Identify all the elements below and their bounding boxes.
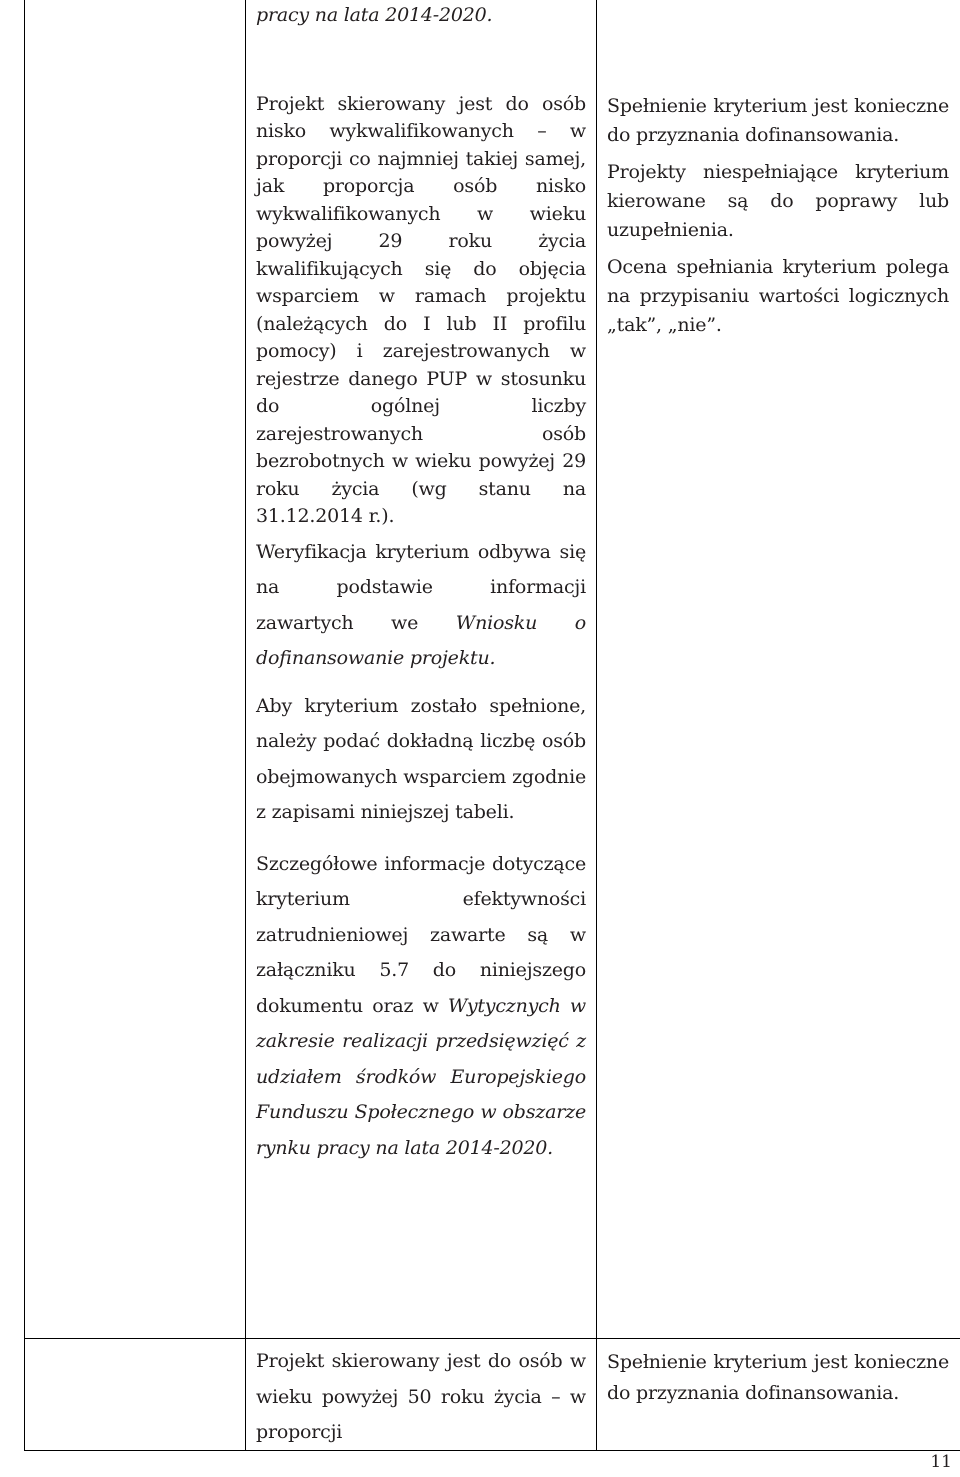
- column-divider-2: [596, 0, 597, 1450]
- details-paragraph: [256, 847, 586, 1167]
- details-text: Szczegółowe informacje dotyczące kryterium efektywności zatrudnieniowej zawarte są w załączniku 5.7 do niniejszego dokumentu oraz w: [256, 852, 586, 1017]
- assessment-paragraph-2: Projekty niespełniające kryterium kierowane są do poprawy lub uzupełnienia.: [607, 161, 949, 241]
- row1-criterion-description: [256, 2, 586, 1166]
- page-number: 11: [930, 1452, 952, 1472]
- row1-assessment: [607, 92, 949, 340]
- column-divider-1: [245, 0, 246, 1450]
- application-reference: Wniosku o dofinansowanie projektu.: [256, 611, 586, 669]
- row-divider: [24, 1338, 960, 1339]
- verification-text: Weryfikacja kryterium odbywa się na podstawie informacji zawartych we: [256, 540, 586, 634]
- table-left-border: [24, 0, 25, 1450]
- guidelines-reference: Wytycznych w zakresie realizacji przedsięwzięć z udziałem środków Europejskiego Funduszu Społecznego w obszarze rynku pracy na lata 2014-2020.: [256, 994, 586, 1159]
- fulfilment-paragraph: Aby kryterium zostało spełnione, należy podać dokładną liczbę osób obejmowanych wsparciem zgodnie z zapisami niniejszej tabeli.: [256, 694, 586, 823]
- continued-text: pracy na lata 2014-2020.: [256, 4, 493, 26]
- row2-criterion-description: Projekt skierowany jest do osób w wieku powyżej 50 roku życia – w proporcji: [256, 1350, 586, 1443]
- description-paragraph: Projekt skierowany jest do osób nisko wykwalifikowanych – w proporcji co najmniej takiej samej, jak proporcja osób nisko wykwalifikowanych w wieku powyżej 29 roku życia kwalifikujących się do objęcia wsparciem w ramach projektu (należących do I lub II profilu pomocy) i zarejestrowanych w rejestrze danego PUP w stosunku do ogólnej liczby zarejestrowanych osób bezrobotnych w wieku powyżej 29 roku życia (wg stanu na 31.12.2014 r.).: [256, 92, 586, 527]
- row2-assessment: Spełnienie kryterium jest konieczne do przyznania dofinansowania.: [607, 1351, 949, 1404]
- verification-paragraph: [256, 535, 586, 677]
- assessment-paragraph-3: Ocena spełniania kryterium polega na przypisaniu wartości logicznych „tak”, „nie”.: [607, 256, 949, 336]
- assessment-paragraph-1: Spełnienie kryterium jest konieczne do przyznania dofinansowania.: [607, 95, 949, 146]
